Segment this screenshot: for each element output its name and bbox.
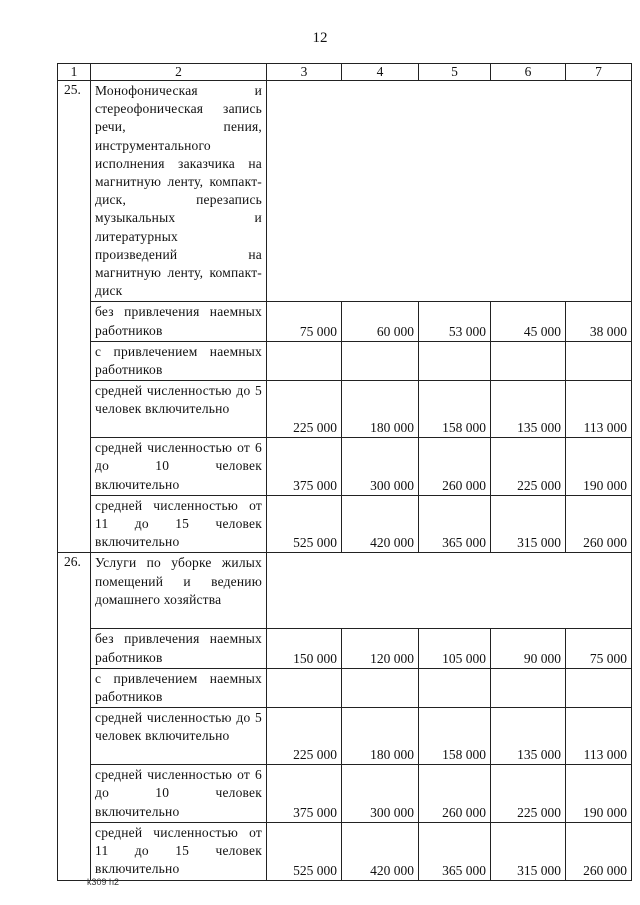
value-cell: 260 000 — [419, 765, 491, 823]
table-row — [58, 765, 632, 823]
value-cell: 300 000 — [342, 438, 419, 496]
table-row — [58, 668, 632, 707]
value-cell — [267, 668, 342, 707]
row-label: средней численностью от 6 до 10 человек включительно — [91, 765, 267, 823]
value-cell: 365 000 — [419, 822, 491, 880]
value-cell — [419, 341, 491, 380]
value-cell: 260 000 — [566, 822, 632, 880]
row-label: с привлечением наемных работников — [91, 668, 267, 707]
value-cell: 158 000 — [419, 381, 491, 438]
value-cell: 260 000 — [566, 495, 632, 553]
value-cell: 75 000 — [566, 629, 632, 668]
value-cell: 315 000 — [491, 822, 566, 880]
value-cell: 375 000 — [267, 438, 342, 496]
value-cell: 315 000 — [491, 495, 566, 553]
value-cell: 180 000 — [342, 708, 419, 765]
table-row — [58, 341, 632, 380]
column-header: 5 — [419, 64, 491, 81]
value-cell: 150 000 — [267, 629, 342, 668]
row-label: средней численностью от 11 до 15 человек включительно — [91, 495, 267, 553]
row-label: без привлечения наемных работников — [91, 629, 267, 668]
table-row — [58, 708, 632, 765]
value-cell: 225 000 — [267, 708, 342, 765]
row-label: средней численностью от 11 до 15 человек включительно — [91, 822, 267, 880]
value-cell: 225 000 — [491, 438, 566, 496]
section-title: Монофоническая и стереофоническая запись речи, пения, инструментального исполнения заказчика на магнитную ленту, компакт-диск, перезапись музыкальных и литературных произведений на магнитную ленту, компакт-диск — [91, 81, 267, 302]
section-title-row — [58, 553, 632, 629]
page-number: 12 — [312, 30, 328, 46]
value-cell: 113 000 — [566, 708, 632, 765]
row-label: с привлечением наемных работников — [91, 341, 267, 380]
value-cell: 225 000 — [267, 381, 342, 438]
value-cell: 90 000 — [491, 629, 566, 668]
document-code: k309 h2 — [87, 877, 120, 887]
section-number: 26. — [58, 553, 91, 880]
value-cell — [342, 668, 419, 707]
value-cell: 53 000 — [419, 302, 491, 341]
value-cell: 45 000 — [491, 302, 566, 341]
value-cell: 75 000 — [267, 302, 342, 341]
value-cell: 525 000 — [267, 495, 342, 553]
table-row — [58, 302, 632, 341]
table-row — [58, 381, 632, 438]
value-cell — [267, 341, 342, 380]
column-header: 1 — [58, 64, 91, 81]
value-cell: 365 000 — [419, 495, 491, 553]
column-header: 7 — [566, 64, 632, 81]
rates-table — [57, 63, 632, 881]
value-cell: 375 000 — [267, 765, 342, 823]
value-cell — [419, 668, 491, 707]
table-row — [58, 629, 632, 668]
value-cell: 158 000 — [419, 708, 491, 765]
value-cell: 190 000 — [566, 765, 632, 823]
section-title: Услуги по уборке жилых помещений и ведению домашнего хозяйства — [91, 553, 267, 629]
table-row — [58, 822, 632, 880]
value-cell: 38 000 — [566, 302, 632, 341]
empty-cell — [267, 553, 632, 629]
section-number: 25. — [58, 81, 91, 553]
table-row — [58, 495, 632, 553]
value-cell — [342, 341, 419, 380]
value-cell: 120 000 — [342, 629, 419, 668]
column-header: 4 — [342, 64, 419, 81]
column-number-row — [58, 64, 632, 81]
value-cell: 190 000 — [566, 438, 632, 496]
value-cell: 420 000 — [342, 495, 419, 553]
row-label: без привлечения наемных работников — [91, 302, 267, 341]
row-label: средней численностью до 5 человек включительно — [91, 381, 267, 438]
value-cell: 180 000 — [342, 381, 419, 438]
value-cell — [491, 668, 566, 707]
column-header: 2 — [91, 64, 267, 81]
column-header: 3 — [267, 64, 342, 81]
value-cell: 60 000 — [342, 302, 419, 341]
value-cell: 113 000 — [566, 381, 632, 438]
value-cell: 420 000 — [342, 822, 419, 880]
table-row — [58, 438, 632, 496]
value-cell — [491, 341, 566, 380]
value-cell: 300 000 — [342, 765, 419, 823]
value-cell: 260 000 — [419, 438, 491, 496]
value-cell: 105 000 — [419, 629, 491, 668]
value-cell: 225 000 — [491, 765, 566, 823]
value-cell — [566, 341, 632, 380]
value-cell: 525 000 — [267, 822, 342, 880]
value-cell: 135 000 — [491, 381, 566, 438]
column-header: 6 — [491, 64, 566, 81]
row-label: средней численностью до 5 человек включительно — [91, 708, 267, 765]
value-cell — [566, 668, 632, 707]
empty-cell — [267, 81, 632, 302]
row-label: средней численностью от 6 до 10 человек включительно — [91, 438, 267, 496]
section-title-row — [58, 81, 632, 302]
value-cell: 135 000 — [491, 708, 566, 765]
